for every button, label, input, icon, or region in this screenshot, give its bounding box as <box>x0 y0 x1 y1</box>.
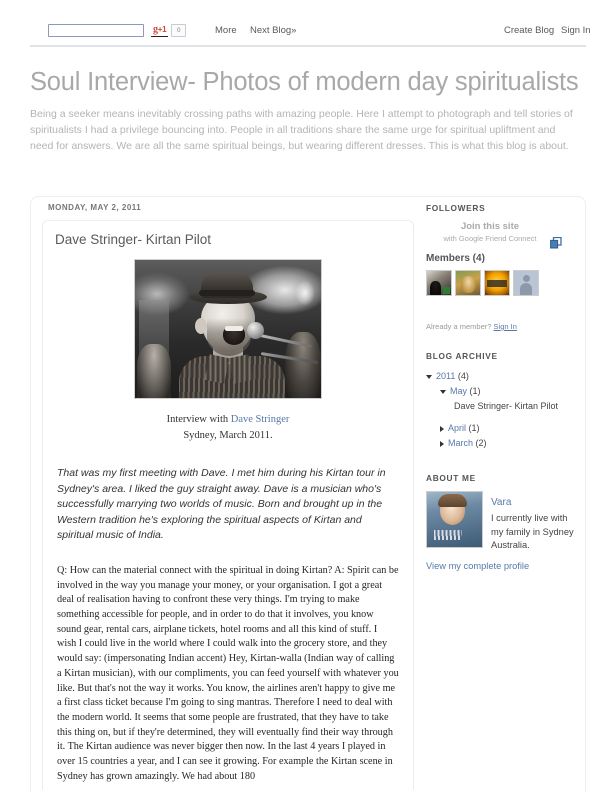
about-me-text-block <box>491 491 576 553</box>
profile-name-link[interactable]: Vara <box>491 497 512 508</box>
followers-sign-in-link[interactable]: Sign In <box>493 322 517 331</box>
blog-description: Being a seeker means inevitably crossing paths with amazing people. Here I attempt to photograph and tell stories of spiritualists I had a privilege bouncing into. People in all traditions share the same urge for spiritual upliftment and need for answers. We are all the same spiritual beings, but wearing different dresses. This is what this blog is about. <box>30 108 573 153</box>
nav-more-link[interactable]: More <box>215 25 237 36</box>
post-photo[interactable] <box>134 259 322 399</box>
member-avatar-2[interactable] <box>455 270 481 296</box>
archive-year-link[interactable]: 2011 <box>436 371 456 381</box>
plus-one-count: 0 <box>171 24 186 37</box>
avatar-hair <box>438 494 467 507</box>
followers-widget <box>426 203 576 331</box>
post-intro-paragraph: That was my first meeting with Dave. I met him during his Kirtan tour in Sydney's area. I liked the guy straight away. Dave is a musician who's successfully marrying two worlds of music. Born and brought up in the Western tradition he's exploring the spiritual aspects of Kirtan and spiritual music of India. <box>57 467 386 542</box>
member-avatars <box>426 270 576 296</box>
friend-connect-subtitle: with Google Friend Connect <box>443 234 537 243</box>
profile-bio: I currently live with my family in Sydney Australia. <box>491 513 574 551</box>
archive-post-link[interactable]: Dave Stringer- Kirtan Pilot <box>454 401 559 411</box>
photo-ear <box>195 318 207 334</box>
nav-create-blog-link[interactable]: Create Blog <box>504 25 555 36</box>
post-body <box>57 564 399 785</box>
archive-month-may[interactable] <box>426 384 576 399</box>
chevron-down-icon[interactable] <box>426 375 432 379</box>
caption-artist-link[interactable]: Dave Stringer <box>230 414 290 425</box>
archive-month-link-march[interactable]: March <box>448 438 474 448</box>
blog-header <box>30 66 582 155</box>
post-photo-wrapper <box>55 259 401 444</box>
post-body-text: Q: How can the material connect with the spiritual in doing Kirtan? A: Spirit can be involved in the way you manage your money, or your organisation. I got a great deal of realisation having to confront these very things. I'm trying to make something accessible for people, and in order to do that it involves, you know sound gear, rental cars, airplane tickets, hotel rooms and all this kind of stuff. I wish I could live in the world where I could walk into the grocery store, and they would say: (impersonating Indian accent) Hey, Kirtan-walla (Indian way of calling a Kirtan musician), with our compliments, you can feed yourself with whatever you like. But that's not the way it works. You know, the airlines aren't happy to give me a first class ticket because I'm going to sing mantras. Therefore I need to deal with the modern world. It seems that some people are frustrated, that they have to take this thing on, but if they're determined, they will eventually find their way through it. The Kirtan audience was never bigger then now. In the last 4 years I played in over 15 countries a year, and I can see it growing. For example the Kirtan scene in Sydney has grown amazingly. We had about 180 <box>57 564 399 782</box>
already-member-label: Already a member? <box>426 322 492 331</box>
archive-year-count: (4) <box>457 371 469 381</box>
archive-month-link-may[interactable]: May <box>450 386 468 396</box>
archive-month-count-april: (1) <box>468 423 480 433</box>
friend-connect-icon[interactable] <box>550 237 562 249</box>
search-input[interactable] <box>48 24 144 37</box>
member-avatar-4-default[interactable] <box>513 270 539 296</box>
nav-sign-in-link[interactable]: Sign In <box>561 25 591 36</box>
chevron-down-icon[interactable] <box>440 390 446 394</box>
photo-teeth <box>225 326 243 331</box>
photo-caption-line1 <box>55 412 401 428</box>
blog-archive-widget <box>426 351 576 451</box>
google-g-icon: g <box>153 24 158 35</box>
nav-next-blog-link[interactable]: Next Blog» <box>250 25 297 36</box>
about-me-title: ABOUT ME <box>426 473 476 483</box>
blogger-navbar <box>0 22 612 46</box>
chevron-right-icon[interactable] <box>440 426 444 432</box>
plus-one-button[interactable] <box>151 24 168 37</box>
archive-month-count-may: (1) <box>469 386 481 396</box>
archive-year-2011[interactable] <box>426 369 576 384</box>
main-column <box>42 203 414 790</box>
view-complete-profile-link[interactable]: View my complete profile <box>426 560 530 571</box>
plus-one-label: +1 <box>157 25 167 34</box>
profile-avatar[interactable] <box>426 491 483 548</box>
photo-light-bokeh <box>295 280 315 306</box>
blog-archive-title: BLOG ARCHIVE <box>426 351 498 361</box>
about-me-widget <box>426 473 576 571</box>
already-member-row <box>426 322 576 331</box>
photo-caption-line2: Sydney, March 2011. <box>183 430 273 441</box>
photo-hat-band <box>199 290 255 296</box>
join-this-site-label: Join this site <box>460 221 520 232</box>
archive-month-count-march: (2) <box>475 438 487 448</box>
archive-month-april[interactable] <box>426 421 576 436</box>
about-me-row <box>426 491 576 553</box>
post-date: MONDAY, MAY 2, 2011 <box>48 203 142 212</box>
member-avatar-3[interactable] <box>484 270 510 296</box>
navbar-divider <box>30 45 586 47</box>
microphone-icon <box>247 322 264 339</box>
blog-title: Soul Interview- Photos of modern day spiritualists <box>30 68 579 96</box>
post-container <box>42 220 414 790</box>
caption-prefix: Interview with <box>166 414 231 425</box>
photo-caption <box>55 412 401 444</box>
members-count-label: Members (4) <box>426 253 485 264</box>
followers-title: FOLLOWERS <box>426 203 486 213</box>
google-plus-one-widget[interactable] <box>151 24 186 37</box>
archive-month-march[interactable] <box>426 436 576 451</box>
post-title[interactable]: Dave Stringer- Kirtan Pilot <box>55 232 212 247</box>
member-avatar-1[interactable] <box>426 270 452 296</box>
archive-month-link-april[interactable]: April <box>448 423 467 433</box>
chevron-right-icon[interactable] <box>440 441 444 447</box>
avatar-shirt-print <box>434 530 462 540</box>
google-friend-connect-box <box>426 221 576 331</box>
sidebar <box>426 203 576 587</box>
photo-background-figure-left <box>137 344 171 399</box>
